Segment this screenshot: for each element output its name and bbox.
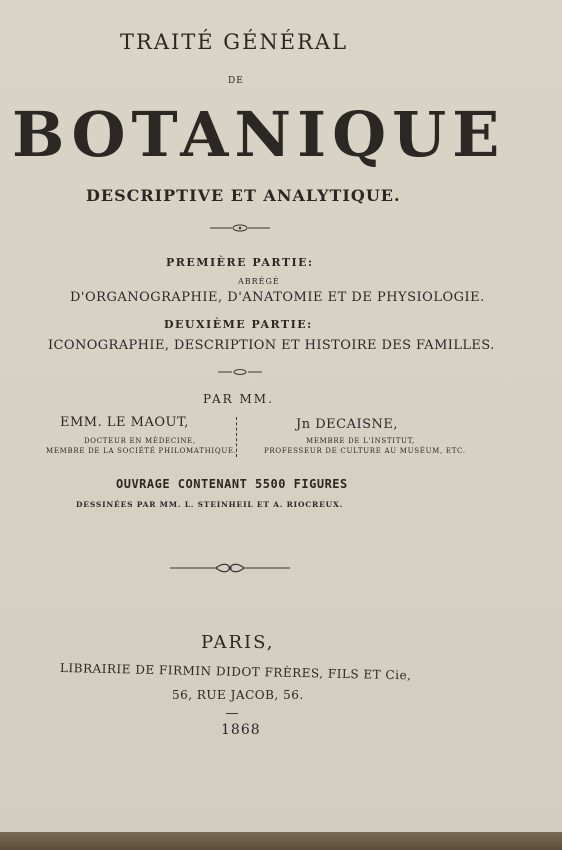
illustrators-note: DESSINÉES PAR MM. L. STEINHEIL ET A. RIOCREUX. xyxy=(76,500,343,509)
author-1-title-1: DOCTEUR EN MÉDECINE, xyxy=(84,437,196,445)
author-1-name: EMM. LE MAOUT, xyxy=(60,415,189,430)
subtitle: DESCRIPTIVE ET ANALYTIQUE. xyxy=(86,186,401,205)
first-part-abrege: ABRÉGÉ xyxy=(238,277,280,286)
first-part-heading: PREMIÈRE PARTIE: xyxy=(166,256,314,269)
authors-divider xyxy=(236,417,237,457)
main-title: BOTANIQUE xyxy=(12,98,506,171)
first-part-description: D'ORGANOGRAPHIE, D'ANATOMIE ET DE PHYSIOLOGIE. xyxy=(70,290,485,305)
author-2-name: Jn DECAISNE, xyxy=(296,417,399,432)
figures-note: OUVRAGE CONTENANT 5500 FIGURES xyxy=(116,477,348,491)
imprint-short-rule xyxy=(226,713,238,714)
second-part-description: ICONOGRAPHIE, DESCRIPTION ET HISTOIRE DES FAMILLES. xyxy=(48,338,495,353)
ornament-rule-lower xyxy=(170,563,290,573)
title-line-1: TRAITÉ GÉNÉRAL xyxy=(120,30,349,54)
ornament-rule-middle xyxy=(218,368,262,376)
book-binding-edge xyxy=(0,832,562,850)
author-2-title-1: MEMBRE DE L'INSTITUT, xyxy=(306,437,415,445)
second-part-heading: DEUXIÈME PARTIE: xyxy=(164,318,313,331)
imprint-publisher: LIBRAIRIE DE FIRMIN DIDOT FRÈRES, FILS ET Cie, xyxy=(59,661,412,683)
ornament-rule-top xyxy=(210,224,270,232)
title-de: DE xyxy=(228,76,244,86)
author-2-title-2: PROFESSEUR DE CULTURE AU MUSÉUM, ETC. xyxy=(264,447,466,455)
imprint-address: 56, RUE JACOB, 56. xyxy=(172,688,304,702)
author-1-title-2: MEMBRE DE LA SOCIÉTÉ PHILOMATHIQUE. xyxy=(46,447,237,455)
imprint-city: PARIS, xyxy=(201,632,275,653)
authors-intro: PAR MM. xyxy=(203,392,274,406)
imprint-year: 1868 xyxy=(221,722,261,738)
